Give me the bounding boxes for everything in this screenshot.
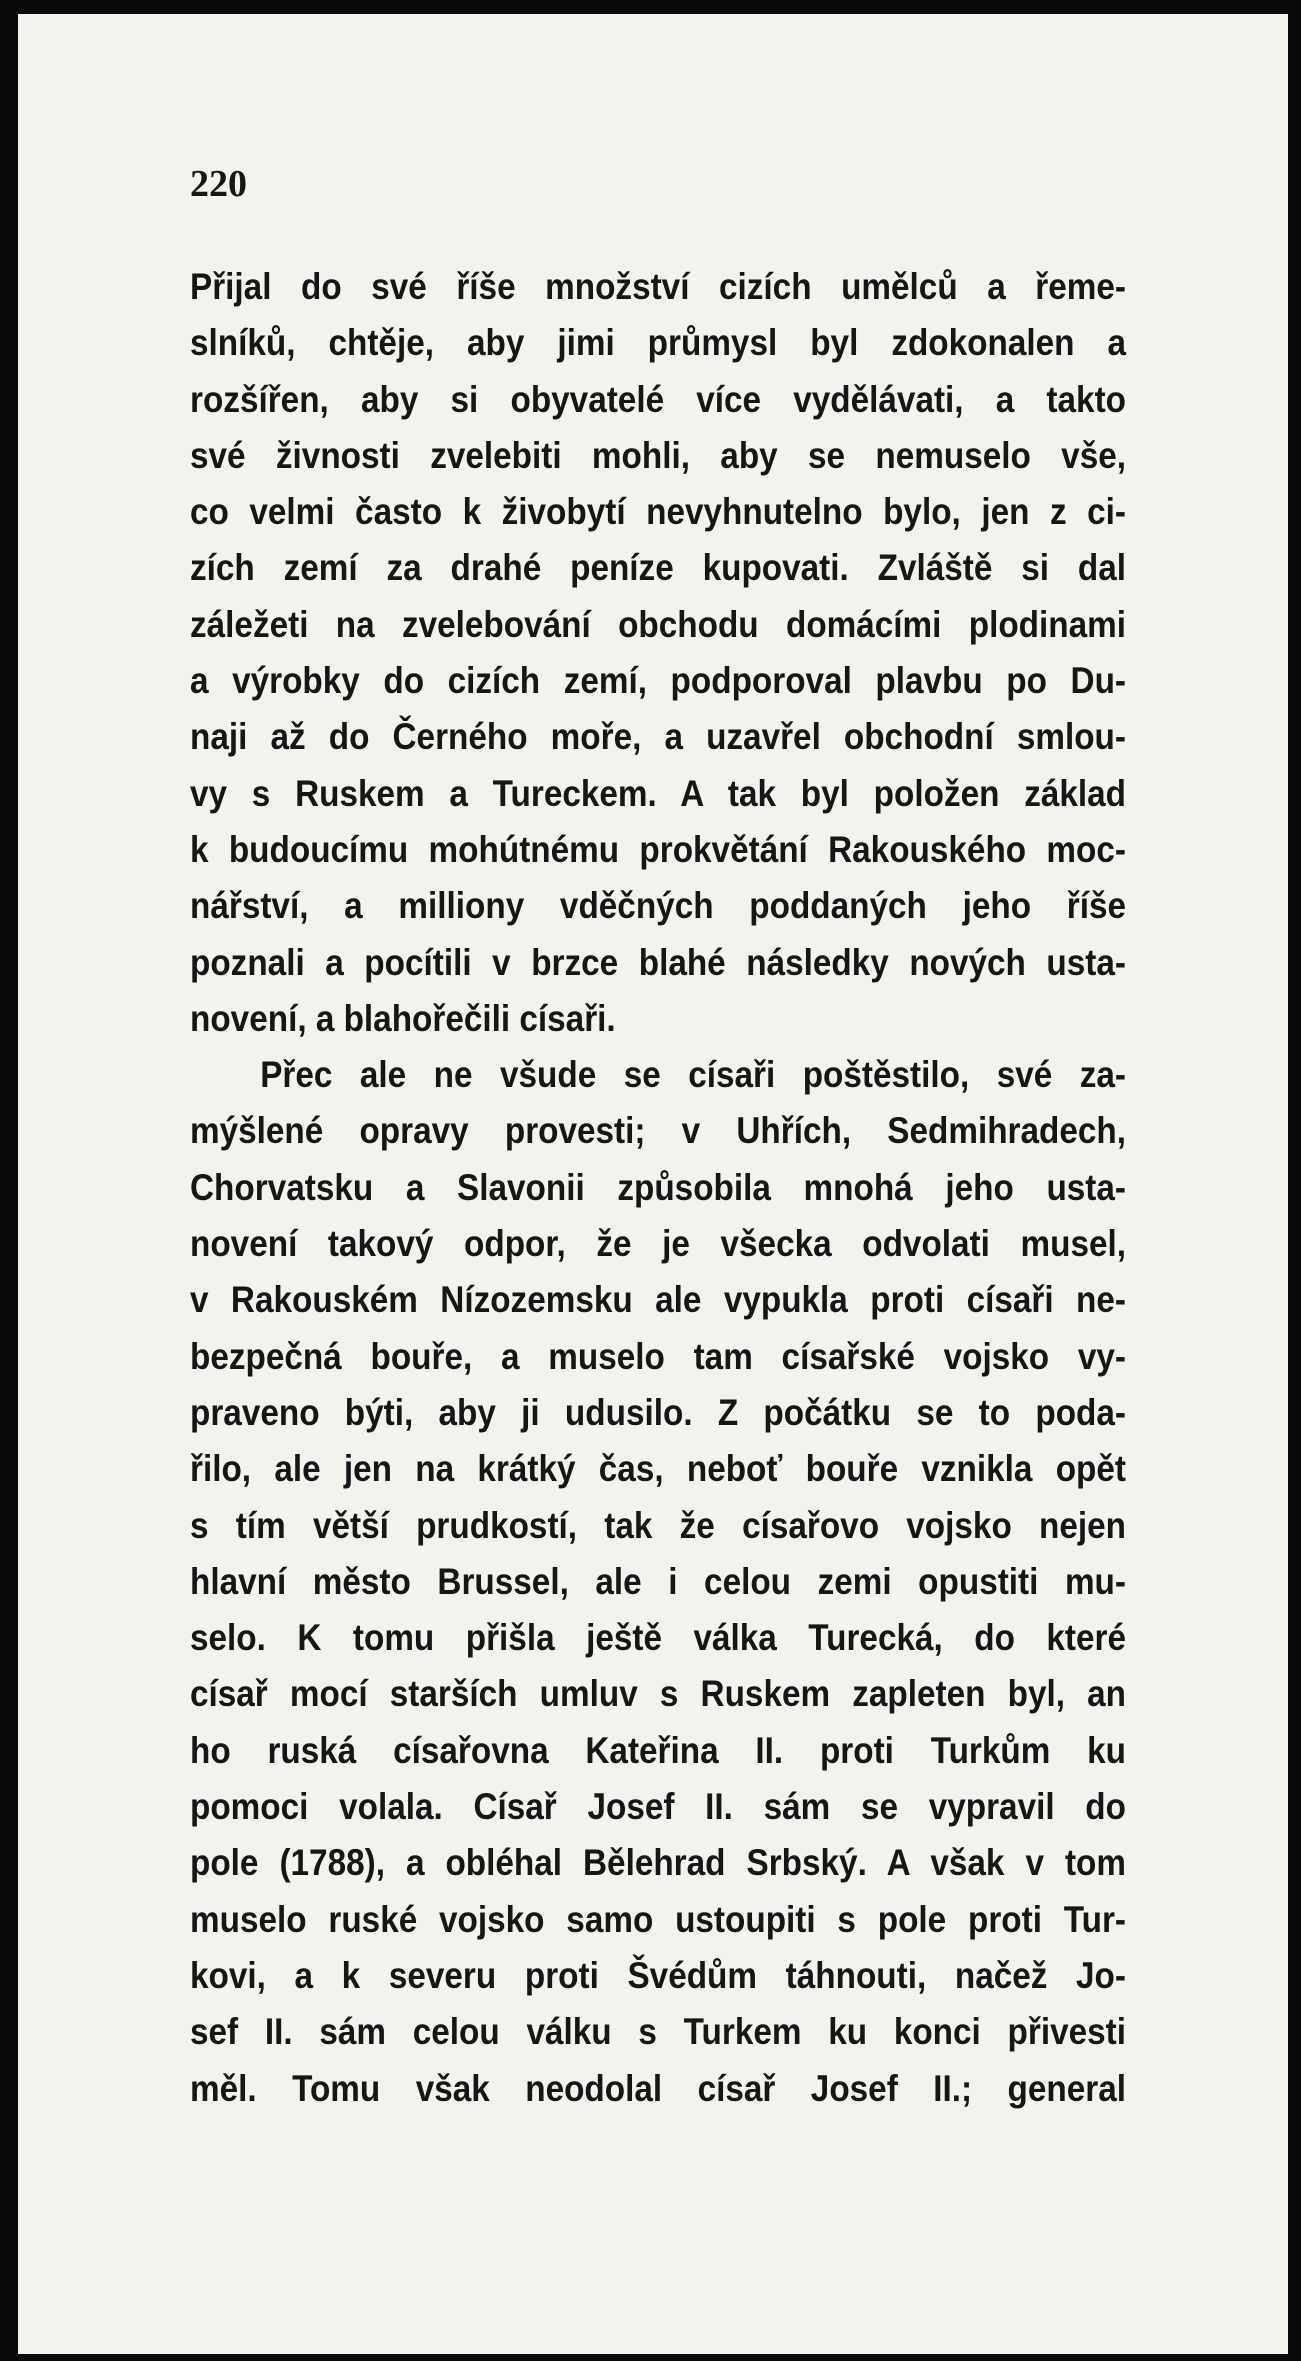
- text-line: sef II. sám celou válku s Turkem ku konci přivesti: [190, 2011, 1126, 2053]
- text-line: své živnosti zvelebiti mohli, aby se nemuselo vše,: [190, 434, 1126, 476]
- text-line: praveno býti, aby ji udusilo. Z počátku se to poda-: [190, 1391, 1126, 1433]
- text-line: měl. Tomu však neodolal císař Josef II.; general: [190, 2067, 1126, 2109]
- text-line: v Rakouském Nízozemsku ale vypukla proti císaři ne-: [190, 1279, 1126, 1321]
- text-line: rozšířen, aby si obyvatelé více vydělávati, a takto: [190, 378, 1126, 420]
- text-line: vy s Ruskem a Tureckem. A tak byl položen základ: [190, 772, 1126, 814]
- text-line: ho ruská císařovna Kateřina II. proti Turkům ku: [190, 1729, 1126, 1771]
- book-page: [18, 14, 1288, 2354]
- text-line: záležeti na zvelebování obchodu domácími plodinami: [190, 603, 1126, 645]
- text-line: kovi, a k severu proti Švédům táhnouti, načež Jo-: [190, 1954, 1126, 1996]
- text-line: s tím větší prudkostí, tak že císařovo vojsko nejen: [190, 1504, 1126, 1546]
- text-line: Přec ale ne všude se císaři poštěstilo, své za-: [260, 1054, 1126, 1096]
- text-line: novení takový odpor, že je všecka odvolati musel,: [190, 1223, 1126, 1265]
- text-line: naji až do Černého moře, a uzavřel obchodní smlou-: [190, 716, 1126, 758]
- text-line: poznali a pocítili v brzce blahé následky nových usta-: [190, 941, 1126, 983]
- text-line: Přijal do své říše množství cizích umělců a řeme-: [190, 266, 1126, 307]
- text-line: a výrobky do cizích zemí, podporoval plavbu po Du-: [190, 660, 1126, 702]
- text-line: pomoci volala. Císař Josef II. sám se vypravil do: [190, 1786, 1126, 1828]
- text-line: co velmi často k živobytí nevyhnutelno bylo, jen z ci-: [190, 491, 1126, 533]
- text-line: hlavní město Brussel, ale i celou zemi opustiti mu-: [190, 1560, 1126, 1602]
- text-line: Chorvatsku a Slavonii způsobila mnohá jeho usta-: [190, 1166, 1126, 1208]
- text-line: pole (1788), a obléhal Bělehrad Srbský. A však v tom: [190, 1842, 1126, 1884]
- text-line: k budoucímu mohútnému prokvětání Rakouského moc-: [190, 828, 1126, 870]
- text-line: novení, a blahořečili císaři.: [190, 997, 616, 1039]
- text-line: císař mocí starších umluv s Ruskem zapleten byl, an: [190, 1673, 1126, 1715]
- text-line: zích zemí za drahé peníze kupovati. Zvláště si dal: [190, 547, 1126, 589]
- text-line: selo. K tomu přišla ještě válka Turecká, do které: [190, 1617, 1126, 1659]
- page-number: 220: [190, 163, 247, 205]
- text-line: nářství, a milliony vděčných poddaných jeho říše: [190, 885, 1126, 927]
- text-line: muselo ruské vojsko samo ustoupiti s pole proti Tur-: [190, 1898, 1126, 1940]
- body-text: [190, 259, 1126, 2117]
- text-line: řilo, ale jen na krátký čas, neboť bouře vznikla opět: [190, 1448, 1126, 1490]
- text-line: mýšlené opravy provesti; v Uhřích, Sedmihradech,: [190, 1110, 1126, 1152]
- text-line: bezpečná bouře, a muselo tam císařské vojsko vy-: [190, 1335, 1126, 1377]
- text-line: slníků, chtěje, aby jimi průmysl byl zdokonalen a: [190, 322, 1126, 364]
